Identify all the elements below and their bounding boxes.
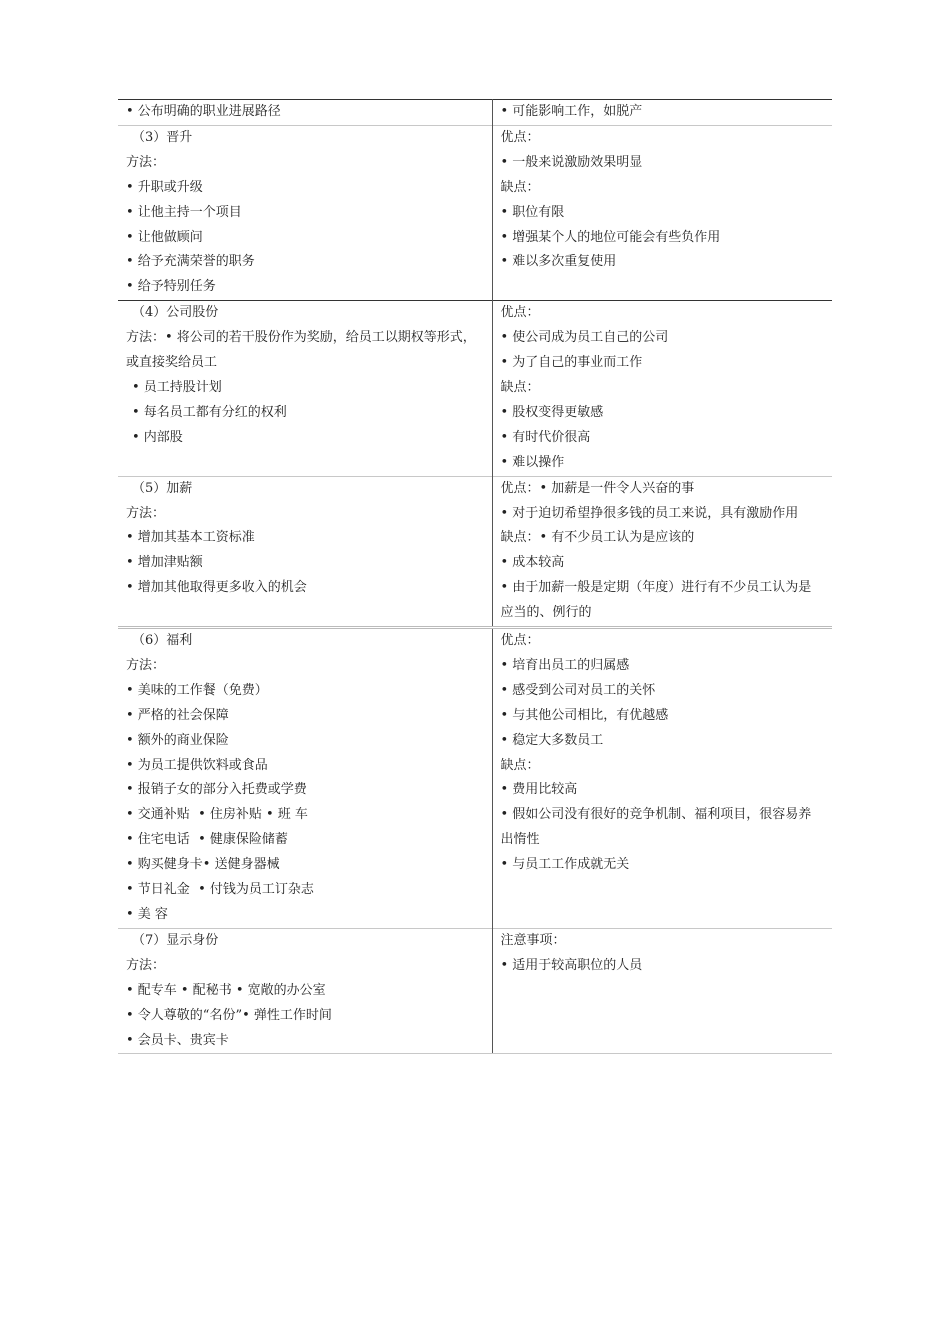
table-row [118, 100, 832, 126]
list-item: • 美味的工作餐（免费） [126, 682, 268, 698]
list-item: • 费用比较高 [500, 782, 578, 798]
list-item: • 每名员工都有分红的权利 [132, 404, 287, 420]
section-heading: （4）公司股份 [132, 305, 219, 321]
list-item: • 让他主持一个项目 [126, 204, 242, 220]
list-item: • 有时代价很高 [500, 429, 591, 445]
list-label: 优点： [500, 305, 540, 321]
table-row [118, 301, 832, 476]
list-item: • 成本较高 [500, 555, 565, 571]
list-item: • 一般来说激励效果明显 [500, 154, 643, 170]
methods-cell [118, 628, 492, 929]
list-item: • 职位有限 [500, 204, 565, 220]
list-item: • 稳定大多数员工 [500, 732, 604, 748]
methods-cell [118, 476, 492, 627]
list-item: • 令人尊敬的“名份”• 弹性工作时间 [126, 1007, 332, 1023]
list-item: • 培育出员工的归属感 [500, 657, 630, 673]
list-item: • 升职或升级 [126, 179, 203, 195]
list-label: 缺点： [500, 179, 540, 195]
list-item: • 由于加薪一般是定期（年度）进行有不少员工认为是应当的、例行的 [500, 580, 812, 621]
list-label: 方法：• 将公司的若干股份作为奖励，给员工以期权等形式，或直接奖给员工 [126, 330, 476, 371]
pros-cons-cell [492, 100, 832, 126]
pros-cons-cell [492, 476, 832, 627]
methods-cell [118, 100, 492, 126]
methods-cell [118, 928, 492, 1054]
list-item: • 住宅电话 • 健康保险储蓄 [126, 832, 288, 848]
list-label: 方法： [126, 505, 166, 521]
section-heading: （7）显示身份 [132, 932, 219, 948]
section-heading: （3）晋升 [132, 129, 193, 145]
list-label: 缺点： [500, 379, 540, 395]
list-item: • 假如公司没有很好的竞争机制、福利项目，很容易养出惰性 [500, 807, 812, 848]
list-item: • 增加津贴额 [126, 555, 203, 571]
list-item: • 公布明确的职业进展路径 [126, 104, 281, 119]
list-item: • 感受到公司对员工的关怀 [500, 682, 656, 698]
list-label: 方法： [126, 957, 166, 973]
list-item: • 增加其基本工资标准 [126, 530, 255, 546]
pros-cons-cell [492, 301, 832, 476]
list-label: 优点：• 加薪是一件令人兴奋的事 [500, 480, 695, 496]
list-label: 方法： [126, 154, 166, 170]
list-item: • 增强某个人的地位可能会有些负作用 [500, 229, 721, 245]
list-item: • 给予充满荣誉的职务 [126, 254, 255, 270]
list-item: • 与员工工作成就无关 [500, 857, 630, 873]
list-item: • 对于迫切希望挣很多钱的员工来说，具有激励作用 [500, 505, 799, 521]
list-label: 注意事项： [500, 932, 566, 948]
list-item: • 与其他公司相比，有优越感 [500, 707, 669, 723]
list-item: • 严格的社会保障 [126, 707, 229, 723]
list-item: • 为员工提供饮料或食品 [126, 757, 268, 773]
list-item: • 购买健身卡• 送健身器械 [126, 857, 280, 873]
list-label: 缺点： [500, 757, 540, 773]
list-item: • 可能影响工作，如脱产 [500, 104, 643, 119]
list-item: • 难以操作 [500, 454, 565, 470]
list-item: • 难以多次重复使用 [500, 254, 617, 270]
list-item: • 节日礼金 • 付钱为员工订杂志 [126, 882, 314, 898]
pros-cons-cell [492, 125, 832, 300]
list-item: • 交通补贴 • 住房补贴 • 班 车 [126, 807, 308, 823]
list-item: • 配专车 • 配秘书 • 宽敞的办公室 [126, 982, 326, 998]
pros-cons-cell [492, 628, 832, 929]
section-heading: （5）加薪 [132, 480, 193, 496]
list-item: • 会员卡、贵宾卡 [126, 1032, 229, 1048]
list-item: • 使公司成为员工自己的公司 [500, 330, 669, 346]
list-item: • 让他做顾问 [126, 229, 203, 245]
table-row [118, 628, 832, 929]
list-item: • 给予特别任务 [126, 279, 216, 295]
list-item: • 股权变得更敏感 [500, 404, 604, 420]
list-label: 优点： [500, 129, 540, 145]
methods-cell [118, 125, 492, 300]
pros-cons-cell [492, 928, 832, 1054]
list-item: • 报销子女的部分入托费或学费 [126, 782, 307, 798]
table-row [118, 928, 832, 1054]
list-label: 方法： [126, 657, 166, 673]
list-item: • 员工持股计划 [132, 379, 222, 395]
list-item: • 为了自己的事业而工作 [500, 355, 643, 371]
table-row [118, 476, 832, 627]
list-item: • 增加其他取得更多收入的机会 [126, 580, 307, 596]
table-row [118, 125, 832, 300]
list-item: • 内部股 [132, 429, 183, 445]
list-item: • 适用于较高职位的人员 [500, 957, 643, 973]
methods-cell [118, 301, 492, 476]
list-label: 缺点：• 有不少员工认为是应该的 [500, 530, 695, 546]
section-heading: （6）福利 [132, 633, 193, 649]
list-item: • 额外的商业保险 [126, 732, 229, 748]
list-label: 优点： [500, 633, 540, 649]
incentive-methods-table [118, 99, 832, 1054]
list-item: • 美 容 [126, 907, 168, 922]
